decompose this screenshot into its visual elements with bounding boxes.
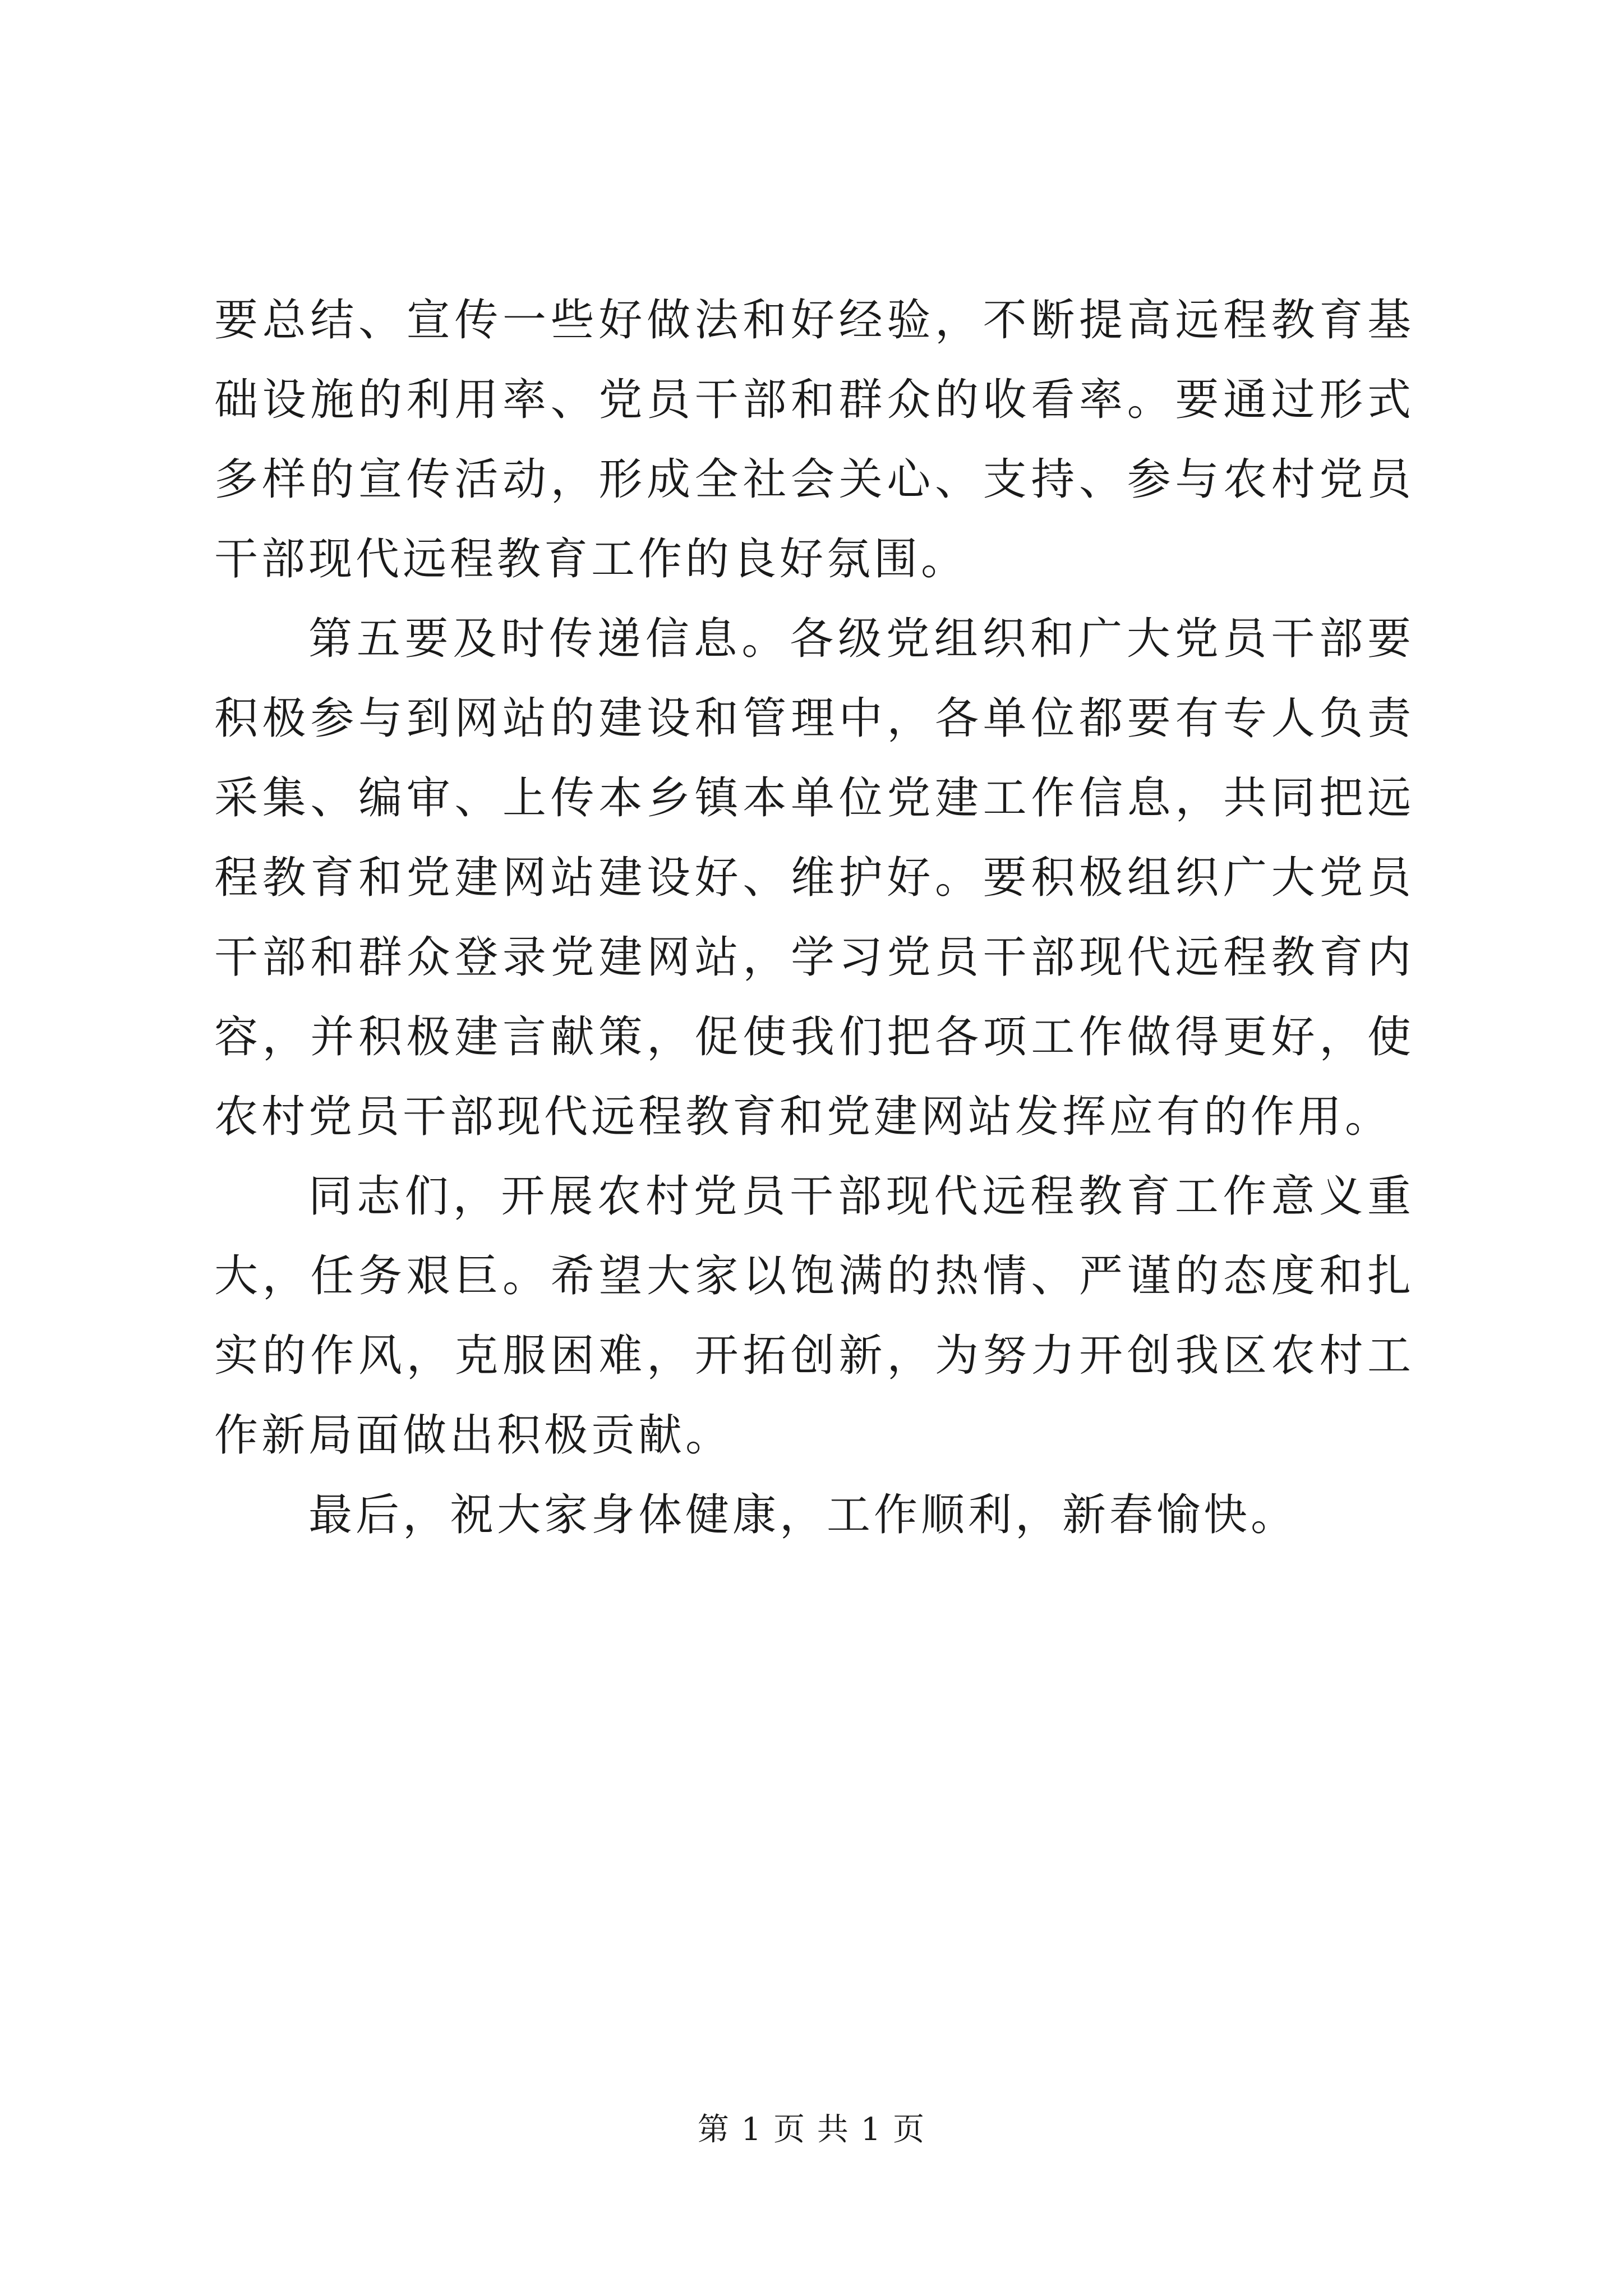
document-body	[214, 280, 1414, 1555]
paragraph-2: 第五要及时传递信息。各级党组织和广大党员干部要积极参与到网站的建设和管理中，各单位都要有专人负责采集、编审、上传本乡镇本单位党建工作信息，共同把远程教育和党建网站建设好、维护好。要积极组织广大党员干部和群众登录党建网站，学习党员干部现代远程教育内容，并积极建言献策，促使我们把各项工作做得更好，使农村党员干部现代远程教育和党建网站发挥应有的作用。	[214, 614, 1414, 1142]
paragraph-1: 要总结、宣传一些好做法和好经验，不断提高远程教育基础设施的利用率、党员干部和群众的收看率。要通过形式多样的宣传活动，形成全社会关心、支持、参与农村党员干部现代远程教育工作的良好氛围。	[214, 295, 1414, 585]
page-number-footer: 第 1 页 共 1 页	[697, 2111, 926, 2148]
paragraph-3: 同志们，开展农村党员干部现代远程教育工作意义重大，任务艰巨。希望大家以饱满的热情、严谨的态度和扎实的作风，克服困难，开拓创新，为努力开创我区农村工作新局面做出积极贡献。	[214, 1171, 1414, 1461]
paragraph-4: 最后，祝大家身体健康，工作顺利，新春愉快。	[308, 1490, 1298, 1540]
